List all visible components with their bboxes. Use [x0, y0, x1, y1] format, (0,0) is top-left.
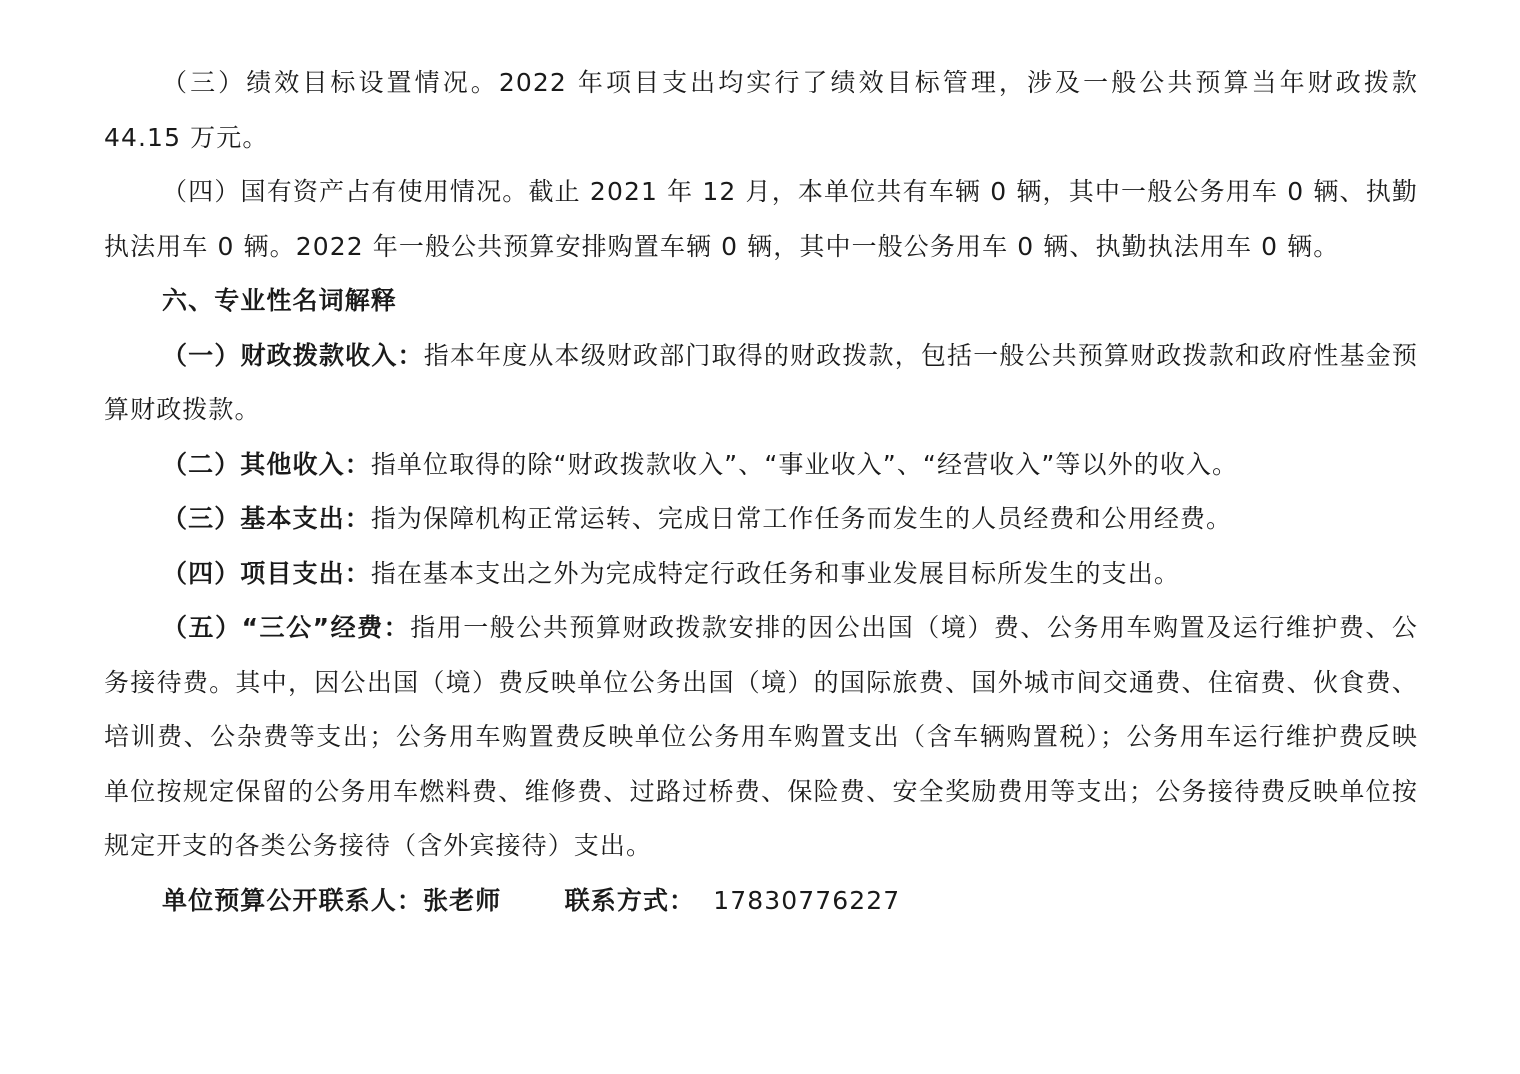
- term-item-three-public-expenses: [104, 601, 1418, 874]
- term-definition: 指本年度从本级财政部门取得的财政拨款，包括一般公共预算财政拨款和政府性基金预算财政拨款。: [104, 340, 1418, 424]
- term-definition: 指在基本支出之外为完成特定行政任务和事业发展目标所发生的支出。: [370, 558, 1180, 588]
- term-item-basic-expenditure: [104, 492, 1418, 547]
- term-definition: 指单位取得的除“财政拨款收入”、“事业收入”、“经营收入”等以外的收入。: [370, 449, 1239, 479]
- term-label: （二）其他收入：: [162, 449, 371, 479]
- term-item-fiscal-appropriation: [104, 329, 1418, 438]
- term-label: （五）“三公”经费：: [162, 613, 411, 642]
- document-page: [104, 56, 1418, 928]
- term-definition: 指用一般公共预算财政拨款安排的因公出国（境）费、公务用车购置及运行维护费、公务接待费。其中，因公出国（境）费反映单位公务出国（境）的国际旅费、国外城市间交通费、住宿费、伙食费、培训费、公杂费等支出；公务用车购置费反映单位公务用车购置支出（含车辆购置税）；公务用车运行维护费反映单位按规定保留的公务用车燃料费、维修费、过路过桥费、保险费、安全奖励费用等支出；公务接待费反映单位按规定开支的各类公务接待（含外宾接待）支出。: [104, 613, 1418, 860]
- contact-method-label: 联系方式：: [564, 885, 696, 915]
- contact-phone: 17830776227: [713, 885, 901, 915]
- term-item-project-expenditure: [104, 547, 1418, 602]
- section-heading: 六、专业性名词解释: [162, 286, 397, 315]
- term-definition: 指为保障机构正常运转、完成日常工作任务而发生的人员经费和公用经费。: [370, 504, 1233, 533]
- term-label: （三）基本支出：: [162, 504, 371, 533]
- contact-line: [104, 874, 1418, 929]
- term-item-other-income: [104, 438, 1418, 493]
- paragraph-state-assets: （四）国有资产占有使用情况。截止 2021 年 12 月，本单位共有车辆 0 辆，其中一般公务用车 0 辆、执勤执法用车 0 辆。2022 年一般公共预算安排购置车辆 0 辆，其中一般公务用车 0 辆、执勤执法用车 0 辆。: [104, 177, 1418, 261]
- term-label: （一）财政拨款收入：: [162, 340, 424, 370]
- contact-person: 单位预算公开联系人：张老师: [162, 885, 502, 915]
- paragraph-performance-goals: （三）绩效目标设置情况。2022 年项目支出均实行了绩效目标管理，涉及一般公共预算当年财政拨款 44.15 万元。: [104, 68, 1418, 152]
- term-label: （四）项目支出：: [162, 558, 371, 588]
